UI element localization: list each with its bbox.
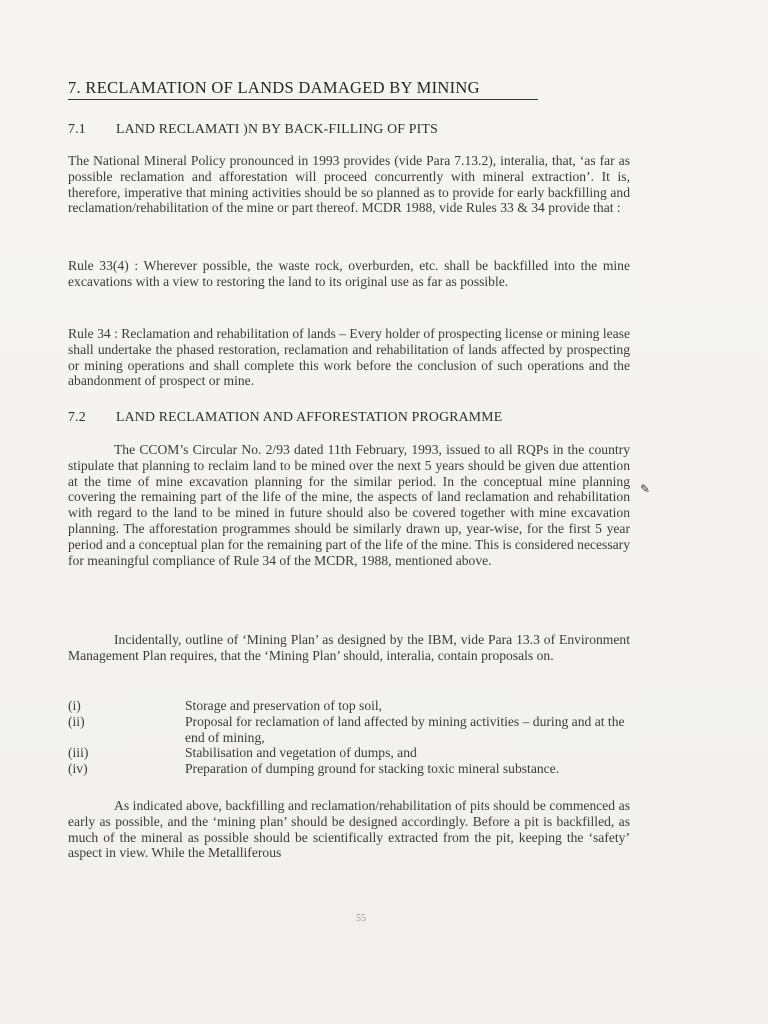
section-number: 7.1	[68, 121, 86, 136]
paragraph-backfilling: As indicated above, backfilling and reclamation/rehabilitation of pits should be commenced as early as possible, and the ‘mining plan’ should be designed accordingly. Before a pit is backfilled, as much of the mineral as possible should be scientifically extracted from the pit, keeping the ‘safety’ aspect in view. While the Metalliferous	[68, 798, 630, 861]
paragraph-mining-plan: Incidentally, outline of ‘Mining Plan’ as designed by the IBM, vide Para 13.3 of Environment Management Plan requires, that the ‘Mining Plan’ should, interalia, contain proposals on.	[68, 632, 630, 663]
section-7-2-heading	[68, 409, 502, 425]
list-item	[68, 745, 630, 761]
list-text: Storage and preservation of top soil,	[185, 698, 383, 713]
list-marker: (i)	[68, 698, 81, 713]
list-item	[68, 698, 630, 714]
paragraph-rule-33: Rule 33(4) : Wherever possible, the waste rock, overburden, etc. shall be backfilled into the mine excavations with a view to restoring the land to its original use as far as possible.	[68, 258, 630, 289]
list-marker: (ii)	[68, 713, 85, 729]
section-7-1-heading	[68, 121, 438, 137]
list-marker: (iv)	[68, 761, 88, 777]
paragraph-circular: The CCOM’s Circular No. 2/93 dated 11th February, 1993, issued to all RQPs in the country stipulate that planning to reclaim land to be mined over the next 5 years should be given due attention at the time of mine excavation planning for the similar period. In the conceptual mine planning covering the remaining part of the life of the mine, the aspects of land reclamation and rehabilitation with regard to the land to be mined in future should also be covered together with mine excavation planning. The afforestation programmes should be similarly drawn up, year-wise, for the first 5 year period and a conceptual plan for the remaining part of the life of the mine. This is considered necessary for meaningful compliance of Rule 34 of the MCDR, 1988, mentioned above.	[68, 442, 630, 568]
section-title: LAND RECLAMATION AND AFFORESTATION PROGRAMME	[116, 409, 503, 424]
proposals-list	[68, 698, 630, 777]
list-item	[68, 761, 630, 777]
chapter-heading: 7. RECLAMATION OF LANDS DAMAGED BY MINING	[68, 78, 538, 100]
page-number: 55	[356, 913, 366, 924]
section-title: LAND RECLAMATI )N BY BACK-FILLING OF PITS	[116, 121, 438, 136]
paragraph-rule-34: Rule 34 : Reclamation and rehabilitation of lands – Every holder of prospecting license or mining lease shall undertake the phased restoration, reclamation and rehabilitation of lands affected by prospecting or mining operations and shall complete this work before the conclusion of such operations and the abandonment of prospect or mine.	[68, 326, 630, 389]
list-marker: (iii)	[68, 745, 89, 761]
list-text: Proposal for reclamation of land affected by mining activities – during and at the end of mining,	[185, 713, 625, 745]
margin-annotation-icon: ✎	[640, 482, 651, 496]
list-item	[68, 714, 630, 746]
paragraph-policy: The National Mineral Policy pronounced in 1993 provides (vide Para 7.13.2), interalia, that, ‘as far as possible reclamation and afforestation will proceed concurrently with mineral extraction’. It is, therefore, imperative that mining activities should be so planned as to provide for early backfilling and reclamation/rehabilitation of the mine or part thereof. MCDR 1988, vide Rules 33 & 34 provide that :	[68, 153, 630, 216]
list-text: Preparation of dumping ground for stacking toxic mineral substance.	[185, 761, 560, 777]
section-number: 7.2	[68, 409, 86, 424]
list-text: Stabilisation and vegetation of dumps, and	[185, 745, 417, 761]
